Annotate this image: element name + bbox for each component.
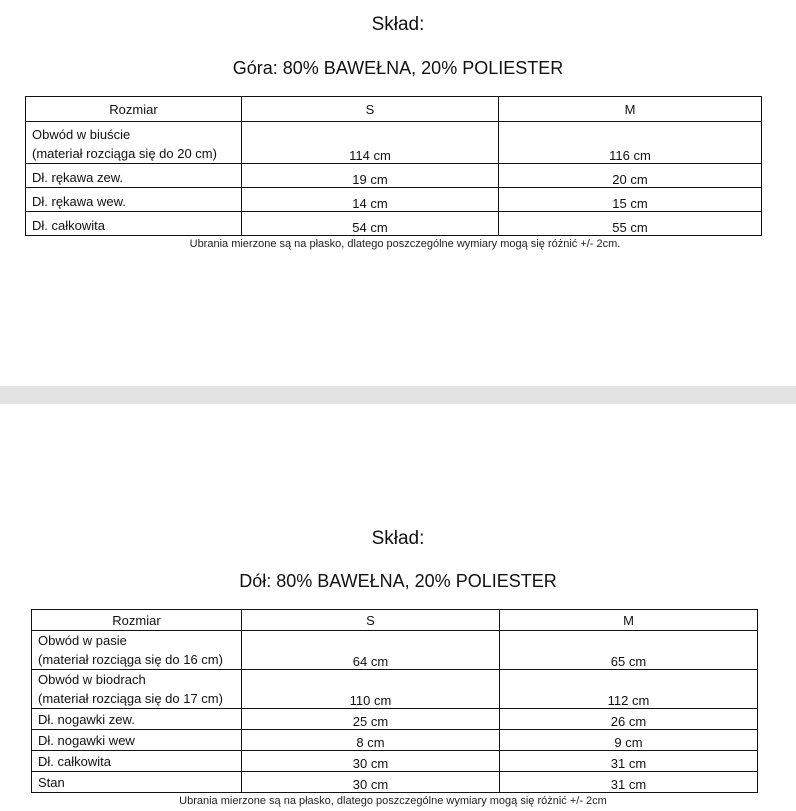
row-label	[32, 631, 242, 670]
cell-m: 15 cm	[499, 188, 762, 212]
header-s: S	[242, 97, 499, 122]
table-row	[32, 730, 758, 751]
table-row	[26, 164, 762, 188]
row-label: Dł. całkowita	[26, 212, 242, 236]
row-label-main: Obwód w pasie	[38, 633, 127, 648]
top-heading: Skład:	[371, 14, 425, 35]
cell-m: 20 cm	[499, 164, 762, 188]
top-size-table	[25, 96, 762, 236]
cell-s: 30 cm	[242, 751, 500, 772]
row-label: Dł. rękawa zew.	[26, 164, 242, 188]
cell-s: 25 cm	[242, 709, 500, 730]
bottom-heading: Skład:	[371, 528, 425, 549]
header-size: Rozmiar	[26, 97, 242, 122]
table-row	[26, 188, 762, 212]
table-row	[32, 631, 758, 670]
row-label	[32, 670, 242, 709]
cell-s: 110 cm	[242, 670, 500, 709]
top-composition: Góra: 80% BAWEŁNA, 20% POLIESTER	[232, 58, 564, 78]
row-label: Dł. nogawki wew	[32, 730, 242, 751]
cell-m: 31 cm	[500, 772, 758, 793]
table-row	[32, 670, 758, 709]
cell-s: 19 cm	[242, 164, 499, 188]
cell-m: 26 cm	[500, 709, 758, 730]
cell-s: 54 cm	[242, 212, 499, 236]
table-header-row	[26, 97, 762, 122]
table-row	[26, 212, 762, 236]
table-row	[32, 772, 758, 793]
row-label: Dł. nogawki zew.	[32, 709, 242, 730]
cell-m: 31 cm	[500, 751, 758, 772]
header-m: M	[499, 97, 762, 122]
table-header-row	[32, 610, 758, 631]
bottom-size-table	[31, 609, 758, 793]
row-label: Dł. całkowita	[32, 751, 242, 772]
row-label-note: (materiał rozciąga się do 20 cm)	[32, 146, 217, 161]
header-size: Rozmiar	[32, 610, 242, 631]
cell-m: 116 cm	[499, 122, 762, 164]
table-row	[26, 122, 762, 164]
cell-s: 8 cm	[242, 730, 500, 751]
section-divider	[0, 386, 796, 404]
bottom-measurement-note: Ubrania mierzone są na płasko, dlatego poszczególne wymiary mogą się różnić +/- 2cm	[179, 795, 607, 807]
header-s: S	[242, 610, 500, 631]
cell-m: 112 cm	[500, 670, 758, 709]
table-row	[32, 709, 758, 730]
cell-s: 114 cm	[242, 122, 499, 164]
cell-s: 30 cm	[242, 772, 500, 793]
bottom-composition: Dół: 80% BAWEŁNA, 20% POLIESTER	[239, 571, 557, 591]
row-label: Dł. rękawa wew.	[26, 188, 242, 212]
row-label-note: (materiał rozciąga się do 17 cm)	[38, 691, 223, 706]
cell-m: 55 cm	[499, 212, 762, 236]
table-row	[32, 751, 758, 772]
cell-m: 65 cm	[500, 631, 758, 670]
row-label: Stan	[32, 772, 242, 793]
row-label	[26, 122, 242, 164]
cell-m: 9 cm	[500, 730, 758, 751]
header-m: M	[500, 610, 758, 631]
cell-s: 14 cm	[242, 188, 499, 212]
top-measurement-note: Ubrania mierzone są na płasko, dlatego poszczególne wymiary mogą się różnić +/- 2cm.	[189, 238, 621, 250]
row-label-note: (materiał rozciąga się do 16 cm)	[38, 652, 223, 667]
cell-s: 64 cm	[242, 631, 500, 670]
row-label-main: Obwód w biuście	[32, 127, 131, 142]
row-label-main: Obwód w biodrach	[38, 672, 146, 687]
